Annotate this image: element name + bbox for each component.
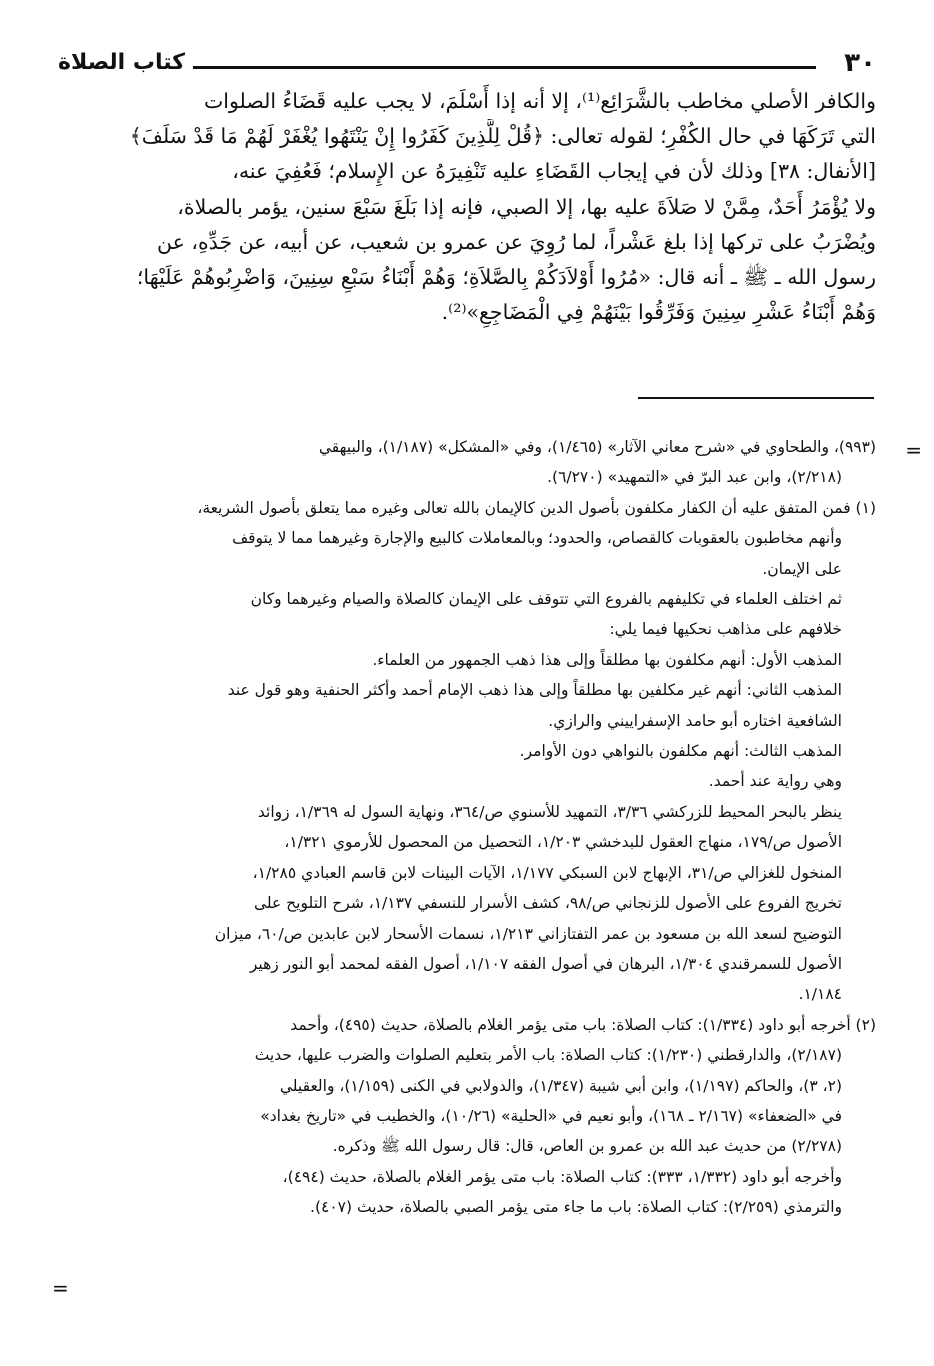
footnote-line: (٢، ٣)، والحاكم (١/١٩٧)، وابن أبي شيبة (١/٣٤٧)، والدولابي في الكنى (١/١٥٩)، والعقيلي <box>279 1076 842 1095</box>
footnote-separator <box>638 397 874 399</box>
footnote-line: ينظر بالبحر المحيط للزركشي ٣/٣٦، التمهيد للأسنوي ص/٣٦٤، ونهاية السول له ١/٣٦٩، زوائد <box>257 802 842 821</box>
main-text-line: التي تَرَكَهَا في حال الكُفْرِ؛ لقوله تعالى: ﴿قُلْ لِلَّذِينَ كَفَرُوا إِنْ يَنْتَهُوا يُغْفَرْ لَهُمْ مَا قَدْ سَلَفَ﴾ <box>129 124 876 149</box>
page-number: ٣٠ <box>844 48 876 78</box>
main-text-line: ويُضْرَبُ على تركها إذا بلغ عَشْراً، لما رُوِيَ عن عمرو بن شعيب، عن أبيه، عن جَدِّهِ، عن <box>156 229 876 254</box>
footnote-line: المذهب الثاني: أنهم غير مكلفين بها مطلقاً وإلى هذا ذهب الإمام أحمد وأكثر الحنفية وهو قول عند <box>227 681 842 700</box>
main-text-line: وَهُمْ أَبْنَاءُ عَشْرِ سِنِينَ وَفَرِّقُوا بَيْنَهُمْ فِي الْمَضَاجِعِ»⁽²⁾. <box>441 300 876 325</box>
header-rule <box>193 66 816 69</box>
main-text-line: [الأنفال: ٣٨] وذلك لأن في إيجاب القَضَاءِ عليه تَنْفِيرَهُ عن الإِسلام؛ فَعُفِيَ عنه، <box>232 159 876 184</box>
footnote-line: (٢) أخرجه أبو داود (١/٣٣٤): كتاب الصلاة: باب متى يؤمر الغلام بالصلاة، حديث (٤٩٥)، وأحمد <box>290 1015 876 1034</box>
footnote-line: في «الضعفاء» (٢/١٦٧ ـ ١٦٨)، وأبو نعيم في «الحلية» (١٠/٢٦)، والخطيب في «تاريخ بغداد» <box>260 1106 842 1125</box>
footnote-line: الشافعية اختاره أبو حامد الإسفراييني والرازي. <box>548 711 842 730</box>
footnote-line: المذهب الأول: أنهم مكلفون بها مطلقاً وإلى هذا ذهب الجمهور من العلماء. <box>372 650 842 669</box>
footnote-line: التوضيح لسعد الله بن مسعود بن عمر التفتازاني ١/٢١٣، نسمات الأسحار لابن عابدين ص/٦٠، ميزان <box>214 924 842 943</box>
footnote-line: الأصول للسمرقندي ١/٣٠٤، البرهان في أصول الفقه ١/١٠٧، أصول الفقه لمحمد أبو النور زهير <box>249 954 842 973</box>
footnote-line: والترمذي (٢/٢٥٩): كتاب الصلاة: باب ما جاء متى يؤمر الصبي بالصلاة، حديث (٤٠٧). <box>310 1198 842 1217</box>
footnote-line: وأنهم مخاطبون بالعقوبات كالقصاص، والحدود؛ وبالمعاملات كالبيع والإجارة وغيرهما مما لا يتوقف <box>232 529 842 548</box>
footnote-line: على الإيمان. <box>762 559 842 578</box>
continues-marker: = <box>52 1276 69 1300</box>
footnotes <box>58 432 876 1223</box>
continuation-marker: = <box>905 438 922 462</box>
footnote-line: المنخول للغزالي ص/٣١، الإبهاج لابن السبكي ١/١٧٧، الآيات البينات لابن قاسم العبادي ١/٢٨٥، <box>252 863 842 882</box>
footnote-line: ثم اختلف العلماء في تكليفهم بالفروع التي تتوقف على الإيمان كالصلاة والصيام وغيرهما وكان <box>250 590 842 609</box>
footnote-line: (٢/٢١٨)، وابن عبد البرّ في «التمهيد» (٦/٢٧٠). <box>547 468 842 487</box>
main-text <box>58 84 876 330</box>
footnote-line: المذهب الثالث: أنهم مكلفون بالنواهي دون الأوامر. <box>519 742 842 761</box>
footnote-line: الأصول ص/١٧٩، منهاج العقول للبدخشي ١/٢٠٣، التحصيل من المحصول للأرموي ١/٣٢١، <box>284 833 842 852</box>
page-header <box>58 48 876 88</box>
main-text-line: ولا يُؤْمَرُ أَحَدٌ، مِمَّنْ لا صَلاَةَ عليه بها، إلا الصبي، فإنه إذا بَلَغَ سَبْعَ سنين، يؤمر بالصلاة، <box>177 194 876 219</box>
running-title: كتاب الصلاة <box>58 50 185 75</box>
footnote-line: (٢/١٨٧)، والدارقطني (١/٢٣٠): كتاب الصلاة: باب الأمر بتعليم الصلوات والضرب عليها، حديث <box>254 1046 842 1065</box>
footnote-line: وهي رواية عند أحمد. <box>708 772 842 791</box>
main-text-line: والكافر الأصلي مخاطب بالشَّرَائِع⁽¹⁾، إلا أنه إذا أَسْلَمَ، لا يجب عليه قَضَاءُ الصلوات <box>203 89 876 113</box>
footnote-line: (١) فمن المتفق عليه أن الكفار مكلفون بأصول الدين كالإيمان بالله تعالى وغيره مما يتعلق بأصول الشريعة، <box>197 498 876 517</box>
main-text-line: رسول الله ـ ﷺ ـ أنه قال: «مُرُوا أَوْلاَدَكُمْ بِالصَّلاَةِ؛ وَهُمْ أَبْنَاءُ سَبْعِ سِنِينَ، وَاضْرِبُوهُمْ عَلَيْهَا؛ <box>136 265 876 290</box>
footnote-line: (٩٩٣)، والطحاوي في «شرح معاني الآثار» (١/٤٦٥)، وفي «المشكل» (١/١٨٧)، والبيهقي <box>318 438 876 456</box>
footnote-line: خلافهم على مذاهب نحكيها فيما يلي: <box>609 620 842 639</box>
footnote-line: ١/١٨٤. <box>798 985 842 1004</box>
footnote-line: وأخرجه أبو داود (١/٣٣٢، ٣٣٣): كتاب الصلاة: باب متى يؤمر الغلام بالصلاة، حديث (٤٩٤)، <box>282 1167 842 1186</box>
footnote-line: تخريج الفروع على الأصول للزنجاني ص/٩٨، كشف الأسرار للنسفي ١/١٣٧، شرح التلويح على <box>253 894 842 913</box>
footnote-line: (٢/٢٧٨) من حديث عبد الله بن عمرو بن العاص، قال: قال رسول الله ﷺ وذكره. <box>332 1137 842 1156</box>
